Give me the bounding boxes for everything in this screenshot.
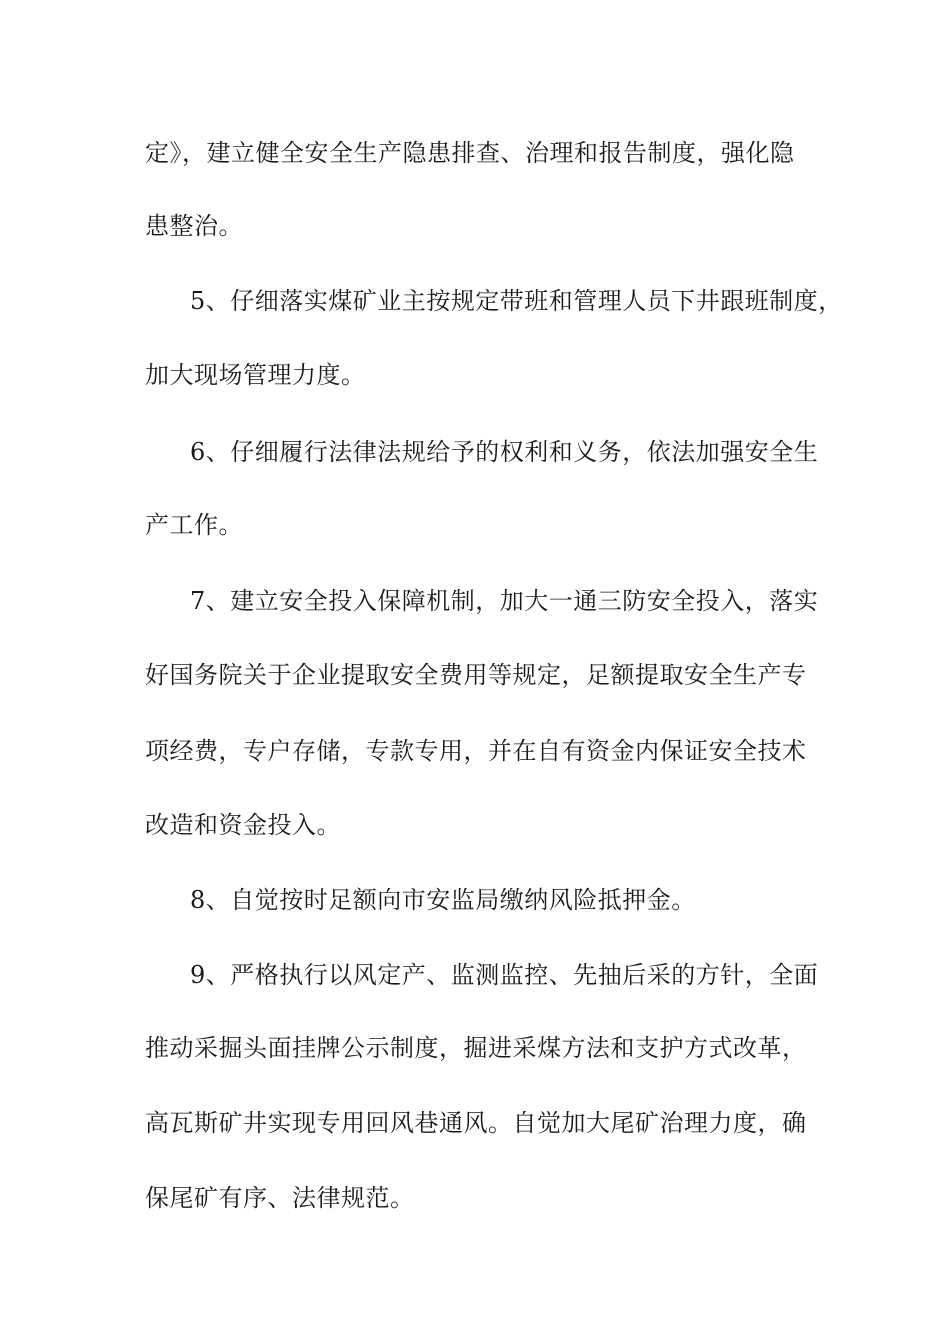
text-line-12: 9、严格执行以风定产、监测监控、先抽后采的方针，全面 bbox=[190, 961, 819, 989]
text-line-3: 5、仔细落实煤矿业主按规定带班和管理人员下井跟班制度， bbox=[190, 287, 843, 315]
text-line-5: 6、仔细履行法律法规给予的权利和义务，依法加强安全生 bbox=[190, 438, 819, 466]
text-line-7: 7、建立安全投入保障机制，加大一通三防安全投入，落实 bbox=[190, 587, 819, 615]
text-line-9: 项经费，专户存储，专款专用，并在自有资金内保证安全技术 bbox=[145, 737, 807, 765]
text-line-8: 好国务院关于企业提取安全费用等规定，足额提取安全生产专 bbox=[145, 661, 807, 689]
text-line-15: 保尾矿有序、法律规范。 bbox=[145, 1184, 415, 1212]
text-line-11: 8、自觉按时足额向市安监局缴纳风险抵押金。 bbox=[190, 886, 696, 914]
text-line-6: 产工作。 bbox=[145, 511, 243, 539]
text-line-10: 改造和资金投入。 bbox=[145, 811, 341, 839]
text-line-13: 推动采掘头面挂牌公示制度，掘进采煤方法和支护方式改革， bbox=[145, 1034, 807, 1062]
text-line-1: 定》，建立健全安全生产隐患排查、治理和报告制度，强化隐 bbox=[145, 139, 795, 167]
text-line-4: 加大现场管理力度。 bbox=[145, 361, 366, 389]
text-line-2: 患整治。 bbox=[145, 212, 243, 240]
text-line-14: 高瓦斯矿井实现专用回风巷通风。自觉加大尾矿治理力度，确 bbox=[145, 1109, 807, 1137]
